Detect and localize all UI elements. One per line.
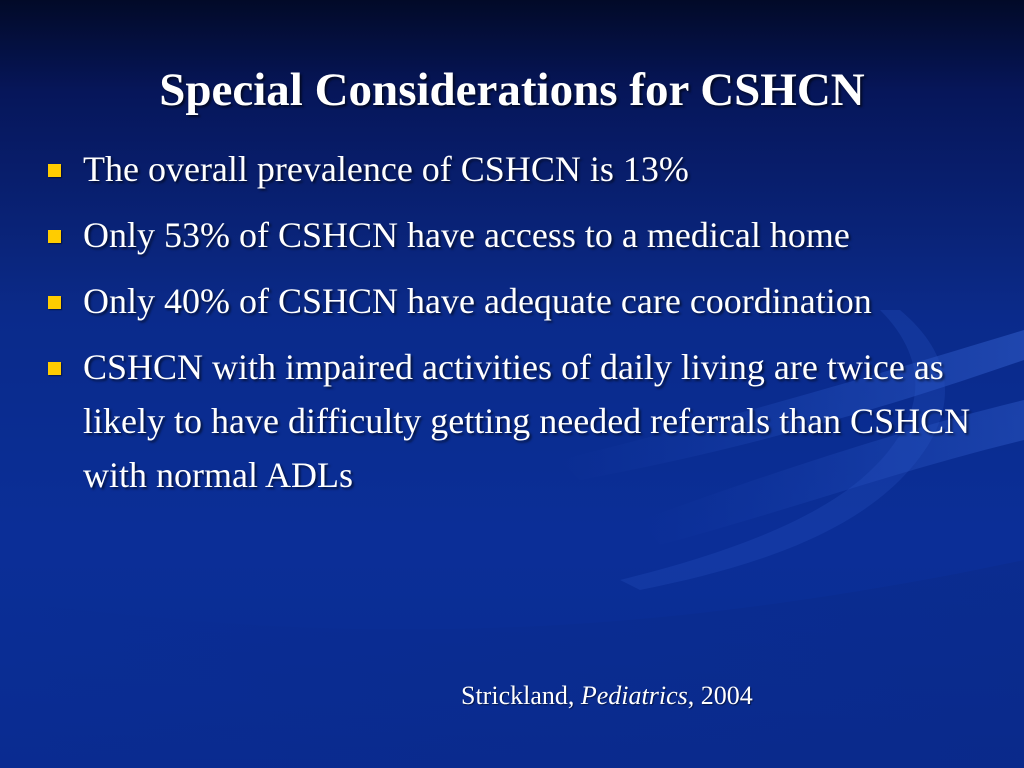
bullet-text: CSHCN with impaired activities of daily living are twice as likely to have difficulty getting needed referrals than CSHCN with normal ADLs [83,347,971,495]
bullet-text: The overall prevalence of CSHCN is 13% [83,149,689,189]
bullet-item [44,274,984,328]
square-bullet-icon [48,230,61,243]
square-bullet-icon [48,296,61,309]
bullet-item [44,142,984,196]
bullet-item [44,340,984,502]
square-bullet-icon [48,164,61,177]
bullet-list [44,142,984,514]
bullet-text: Only 40% of CSHCN have adequate care coordination [83,281,872,321]
citation-author: Strickland, [461,681,581,710]
square-bullet-icon [48,362,61,375]
bullet-item [44,208,984,262]
citation-year: , 2004 [687,681,753,710]
citation [461,680,753,711]
citation-journal: Pediatrics [580,681,688,710]
slide-title: Special Considerations for CSHCN [159,64,865,116]
bullet-text: Only 53% of CSHCN have access to a medical home [83,215,850,255]
